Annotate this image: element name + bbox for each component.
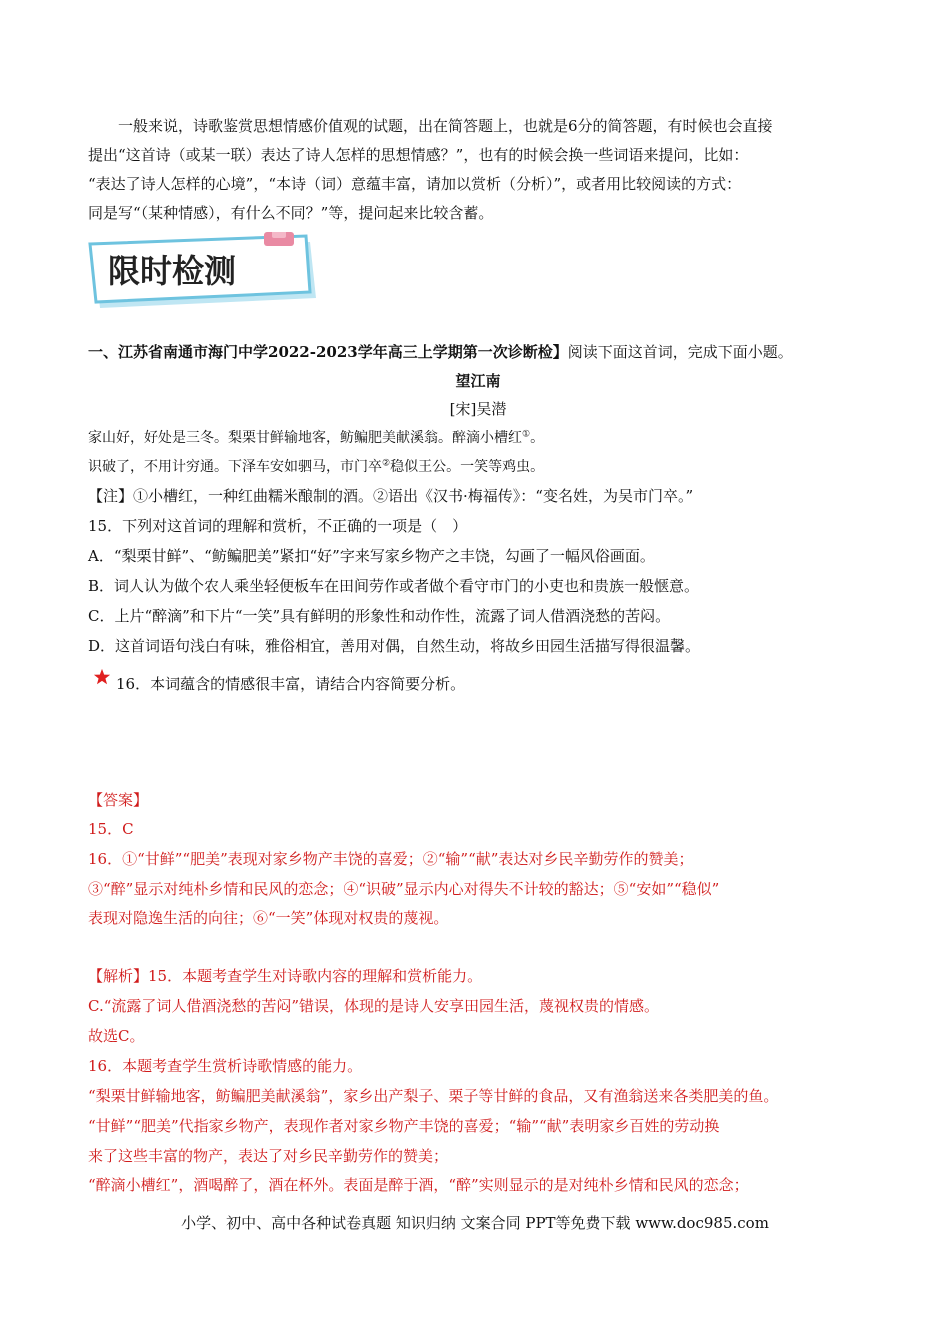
question-source — [88, 338, 868, 367]
option-a: A．“梨栗甘鲜”、“鲂鳊肥美”紧扣“好”字来写家乡物产之丰饶，勾画了一幅风俗画面。 — [88, 547, 655, 565]
intro-line: 同是写“（某种情感），有什么不同？”等，提问起来比较含蓄。 — [88, 204, 494, 222]
analysis-16: 16．本题考查学生赏析诗歌情感的能力。 — [88, 1057, 363, 1075]
intro-line: 一般来说，诗歌鉴赏思想情感价值观的试题，出在简答题上，也就是6分的简答题，有时候也会直接 — [88, 117, 773, 135]
source-bold: 一、江苏省南通市海门中学2022-2023学年高三上学期第一次诊断检】 — [88, 343, 568, 361]
answer-16-line: ③“醉”显示对纯朴乡情和民风的恋念；④“识破”显示内心对得失不计较的豁达；⑤“安如”“稳似” — [88, 880, 720, 898]
footnote-mark: ② — [382, 458, 391, 469]
page-footer: 小学、初中、高中各种试卷真题 知识归纳 文案合同 PPT等免费下载 www.doc985.com — [181, 1214, 769, 1232]
analysis-line: 【解析】15．本题考查学生对诗歌内容的理解和赏析能力。 — [88, 967, 483, 985]
question-16: 16．本词蕴含的情感很丰富，请结合内容简要分析。 — [116, 675, 466, 693]
analysis-choose: 故选C。 — [88, 1027, 145, 1045]
analysis-text-line: “醉滴小槽红”，酒喝醉了，酒在杯外。表面是醉于酒，“醉”实则显示的是对纯朴乡情和民风的恋念； — [88, 1176, 749, 1194]
poem-note: 【注】①小槽红，一种红曲糯米酿制的酒。②语出《汉书·梅福传》：“变名姓，为吴市门卒。” — [88, 487, 694, 505]
answer-16-line: 表现对隐逸生活的向往；⑥“一笑”体现对权贵的蔑视。 — [88, 909, 449, 927]
intro-paragraph — [88, 112, 868, 228]
poem-author: [宋]吴潜 — [449, 400, 507, 418]
star-icon — [93, 668, 111, 686]
section-banner — [88, 232, 324, 312]
source-rest: 阅读下面这首词，完成下面小题。 — [567, 343, 793, 361]
intro-line: “表达了诗人怎样的心境”，“本诗（词）意蕴丰富，请加以赏析（分析）”，或者用比较阅读的方式： — [88, 175, 742, 193]
poem-line-1: 家山好，好处是三冬。梨栗甘鲜输地客，鲂鳊肥美献溪翁。醉滴小槽红①。 — [88, 429, 545, 446]
analysis-text-line: “甘鲜”“肥美”代指家乡物产，表现作者对家乡物产丰饶的喜爱；“输”“献”表明家乡百姓的劳动换 — [88, 1117, 720, 1135]
option-c: C．上片“醉滴”和下片“一笑”具有鲜明的形象性和动作性，流露了词人借酒浇愁的苦闷。 — [88, 607, 671, 625]
option-d: D．这首词语句浅白有味，雅俗相宜，善用对偶，自然生动，将故乡田园生活描写得很温馨。 — [88, 637, 701, 655]
analysis-c: C.“流露了词人借酒浇愁的苦闷”错误，体现的是诗人安享田园生活，蔑视权贵的情感。 — [88, 997, 660, 1015]
analysis-text-line: 来了这些丰富的物产，表达了对乡民辛勤劳作的赞美； — [88, 1147, 449, 1165]
question-15: 15．下列对这首词的理解和赏析，不正确的一项是（ ） — [88, 517, 468, 535]
analysis-label: 【解析】 — [88, 967, 149, 985]
answer-15: 15．C — [88, 820, 134, 838]
footnote-mark: ① — [522, 429, 531, 440]
answer-label: 【答案】 — [88, 791, 149, 809]
poem-line-2: 识破了，不用计穷通。下泽车安如驷马，市门卒②稳似王公。一笑等鸡虫。 — [88, 458, 545, 475]
answer-16-line: 16．①“甘鲜”“肥美”表现对家乡物产丰饶的喜爱；②“输”“献”表达对乡民辛勤劳作的赞美； — [88, 850, 694, 868]
banner-title: 限时检测 — [108, 252, 237, 290]
analysis-text-line: “梨栗甘鲜输地客，鲂鳊肥美献溪翁”，家乡出产梨子、栗子等甘鲜的食品，又有渔翁送来各类肥美的鱼。 — [88, 1087, 779, 1105]
banner-graphic — [88, 232, 324, 312]
poem-title: 望江南 — [455, 372, 501, 390]
option-b: B．词人认为做个农人乘坐轻便板车在田间劳作或者做个看守市门的小吏也和贵族一般惬意。 — [88, 577, 700, 595]
intro-line: 提出“这首诗（或某一联）表达了诗人怎样的思想情感？”，也有的时候会换一些词语来提问，比如： — [88, 146, 749, 164]
